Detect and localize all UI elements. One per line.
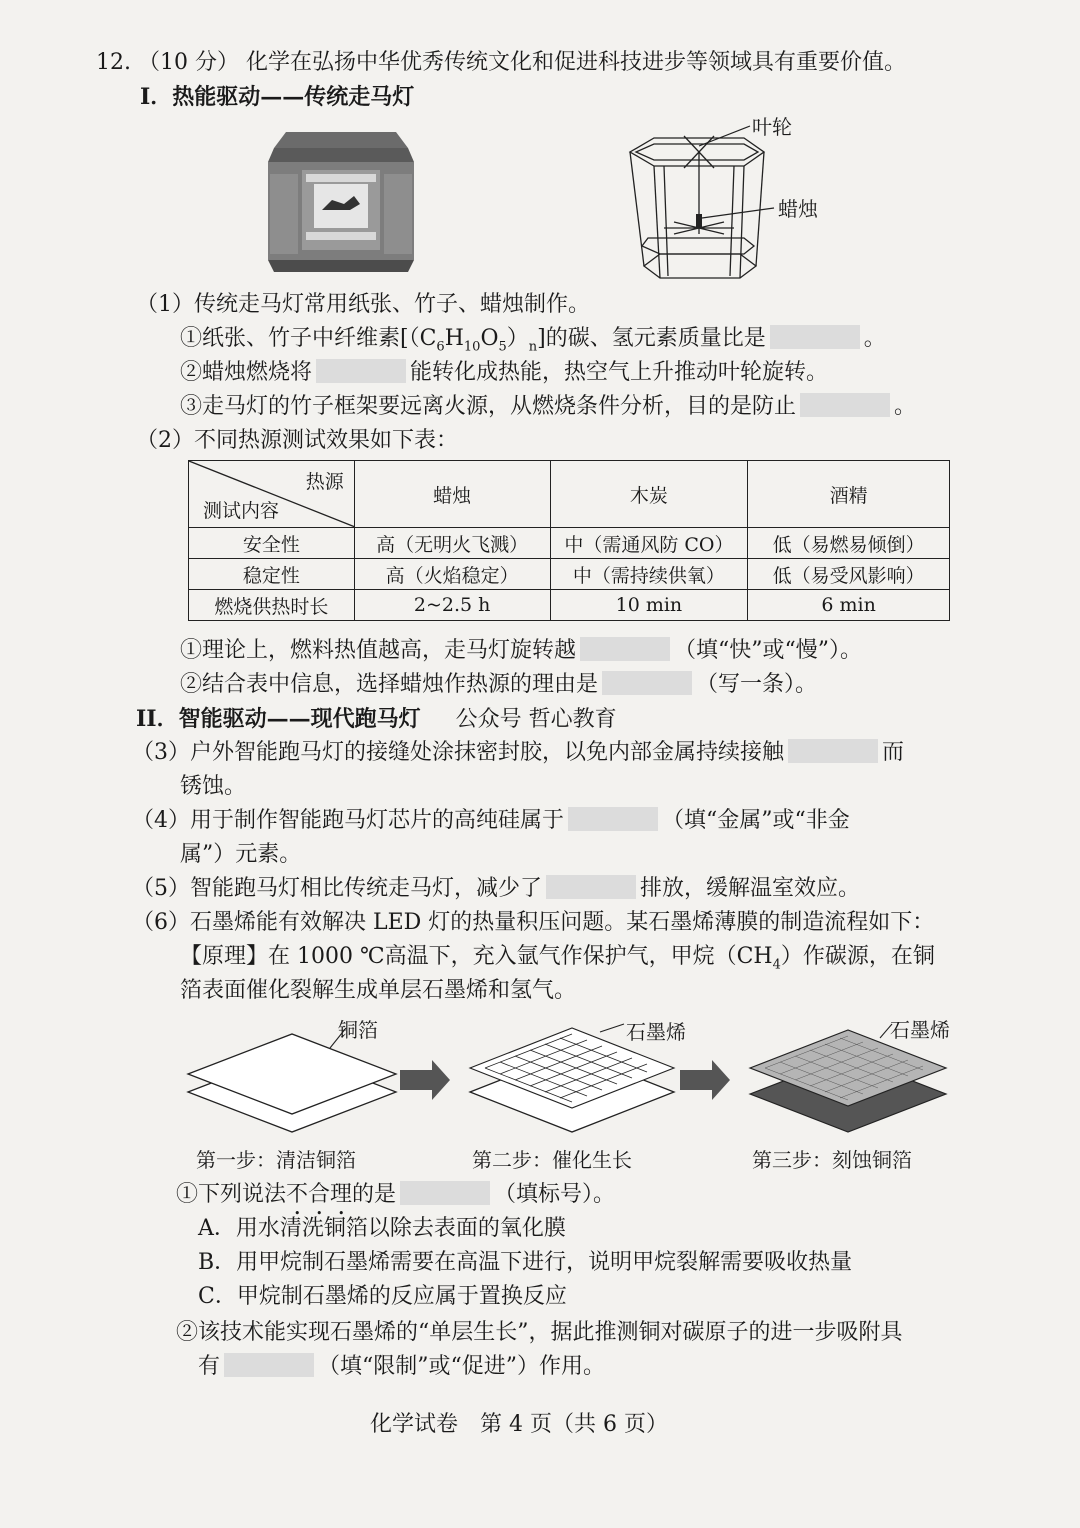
answer-blank[interactable]	[800, 393, 890, 417]
table-corner-cell	[189, 461, 355, 528]
graphene-process-diagram	[180, 1008, 970, 1143]
part2-title-line	[136, 704, 617, 735]
question-intro: 化学在弘扬中华优秀传统文化和促进科技进步等领域具有重要价值。	[246, 50, 907, 75]
step-caption: 第二步：催化生长	[472, 1148, 632, 1172]
row-label: 安全性	[189, 528, 355, 559]
sub1-q2: ②蜡烛燃烧将 能转化成热能，热空气上升推动叶轮旋转。	[180, 360, 829, 385]
copper-foil-label: 铜箔	[338, 1018, 378, 1042]
table-row	[189, 559, 950, 590]
sub4-line2: 属”）元素。	[180, 842, 302, 867]
sub6-principle-line2: 箔表面催化裂解生成单层石墨烯和氢气。	[180, 978, 577, 1003]
candle-label: 蜡烛	[778, 197, 818, 221]
corner-top-label: 热源	[305, 471, 344, 493]
answer-blank[interactable]	[546, 875, 636, 899]
emphasis-text: 不合理	[286, 1182, 353, 1207]
arrow-icon	[400, 1060, 450, 1100]
answer-blank[interactable]	[316, 359, 406, 383]
answer-blank[interactable]	[788, 739, 878, 763]
table-row	[189, 590, 950, 621]
sub1-q1: ①纸张、竹子中纤维素$[(C_6H_{10}O_5)_n]$的碳、氢元素质量比是 。	[180, 326, 886, 355]
option-a: A．用水清洗铜箔以除去表面的氧化膜	[198, 1216, 566, 1241]
table-cell: 10 min	[550, 590, 748, 621]
answer-blank[interactable]	[602, 671, 692, 695]
row-label: 燃烧供热时长	[189, 590, 355, 621]
graphene-label: 石墨烯	[890, 1018, 950, 1042]
answer-blank[interactable]	[224, 1353, 314, 1377]
sub5: （5）智能跑马灯相比传统走马灯，减少了 排放，缓解温室效应。	[132, 876, 861, 901]
sub2-q2: ②结合表中信息，选择蜡烛作热源的理由是 （写一条）。	[180, 672, 818, 697]
question-number: 12.	[96, 50, 131, 75]
answer-blank[interactable]	[770, 325, 860, 349]
table-cell: 中（需通风防 CO）	[550, 528, 748, 559]
copper-foil-sheets	[188, 1034, 396, 1132]
arrow-icon	[680, 1060, 730, 1100]
sub6-q2-line1: ②该技术能实现石墨烯的“单层生长”，据此推测铜对碳原子的进一步吸附具	[176, 1320, 903, 1345]
question-header	[96, 48, 906, 78]
table-cell: 6 min	[748, 590, 950, 621]
sub2-q1: ①理论上，燃料热值越高，走马灯旋转越 （填“快”或“慢”）。	[180, 638, 863, 663]
answer-blank[interactable]	[568, 807, 658, 831]
table-cell: 高（火焰稳定）	[354, 559, 550, 590]
column-header: 木炭	[550, 461, 748, 528]
table-cell: 低（易燃易倾倒）	[748, 528, 950, 559]
sub6-q2-line2: 有 （填“限制”或“促进”）作用。	[198, 1354, 606, 1379]
sub4: （4）用于制作智能跑马灯芯片的高纯硅属于 （填“金属”或“非金	[132, 808, 850, 833]
page-footer: 化学试卷 第 4 页（共 6 页）	[370, 1412, 668, 1437]
column-header: 蜡烛	[354, 461, 550, 528]
watermark-text: 公众号 哲心教育	[455, 707, 617, 732]
sub1-stem: （1）传统走马灯常用纸张、竹子、蜡烛制作。	[136, 292, 590, 317]
answer-blank[interactable]	[580, 637, 670, 661]
sub1-q3: ③走马灯的竹子框架要远离火源，从燃烧条件分析，目的是防止 。	[180, 394, 917, 419]
row-label: 稳定性	[189, 559, 355, 590]
table-header-row	[189, 461, 950, 528]
sub6-stem: （6）石墨烯能有效解决 LED 灯的热量积压问题。某石墨烯薄膜的制造流程如下：	[132, 910, 935, 935]
corner-bottom-label: 测试内容	[203, 500, 280, 522]
table-row	[189, 528, 950, 559]
column-header: 酒精	[748, 461, 950, 528]
heat-source-table	[188, 460, 950, 621]
sub3: （3）户外智能跑马灯的接缝处涂抹密封胶，以免内部金属持续接触 而	[132, 740, 905, 765]
question-score: （10 分）	[138, 50, 239, 75]
table-cell: 中（需持续供氧）	[550, 559, 748, 590]
part2-title: II．智能驱动——现代跑马灯	[136, 706, 421, 732]
sub6-principle: 【原理】在 1000 ℃高温下，充入氩气作保护气，甲烷$(CH_4)$作碳源，在铜	[180, 944, 935, 973]
step-caption: 第三步：刻蚀铜箔	[752, 1148, 912, 1172]
option-b: B．用甲烷制石墨烯需要在高温下进行，说明甲烷裂解需要吸收热量	[198, 1250, 853, 1275]
graphene-label: 石墨烯	[626, 1020, 686, 1044]
impeller-label: 叶轮	[752, 115, 792, 139]
step-caption: 第一步：清洁铜箔	[196, 1148, 356, 1172]
table-cell: 高（无明火飞溅）	[354, 528, 550, 559]
sub2-stem: （2）不同热源测试效果如下表：	[136, 428, 458, 453]
answer-blank[interactable]	[400, 1181, 490, 1205]
table-cell: 2~2.5 h	[354, 590, 550, 621]
table-cell: 低（易受风影响）	[748, 559, 950, 590]
sub6-q1: ①下列说法不合理的是 （填标号）。	[176, 1182, 616, 1207]
option-c: C．甲烷制石墨烯的反应属于置换反应	[198, 1284, 567, 1309]
part1-title: I．热能驱动——传统走马灯	[140, 84, 415, 110]
sub3-line2: 锈蚀。	[180, 774, 247, 799]
lantern-photo	[266, 126, 416, 276]
